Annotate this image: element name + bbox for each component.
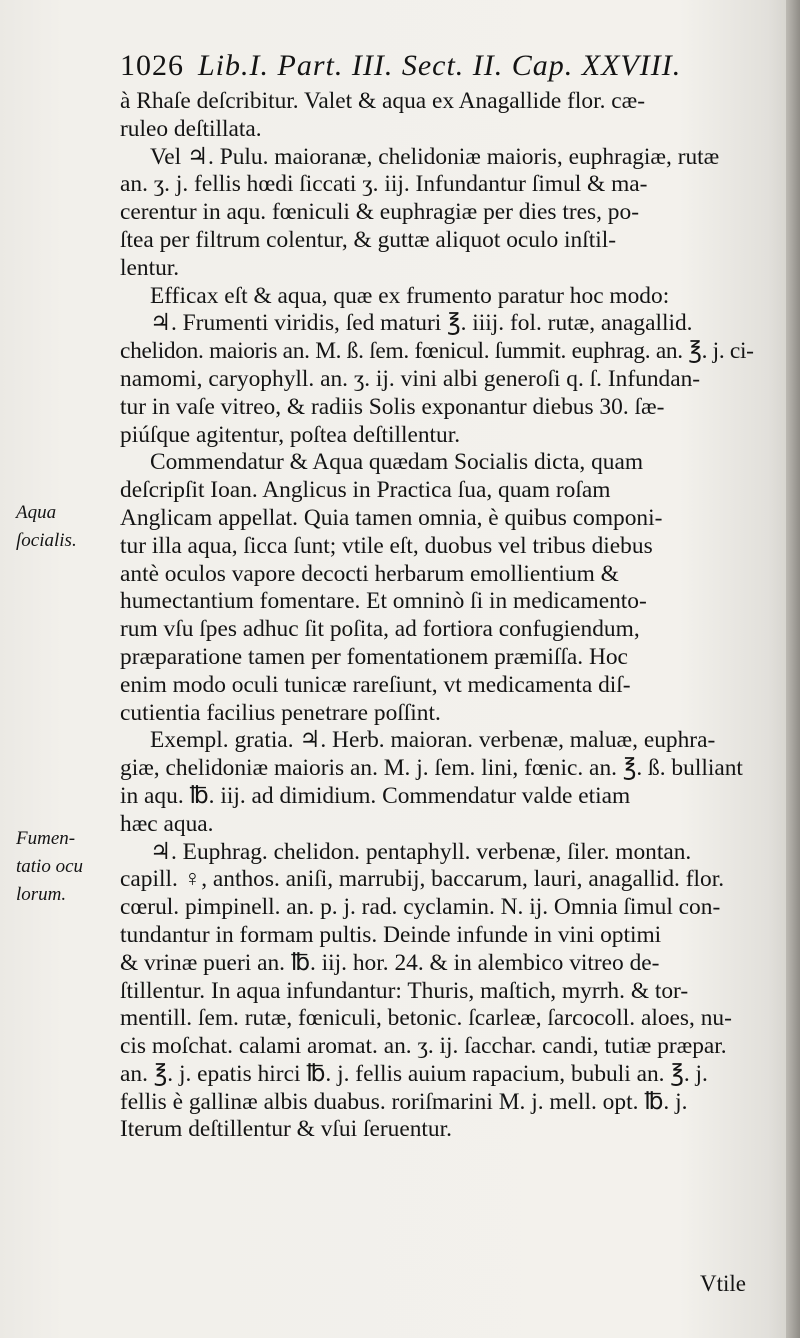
text-line: deſcripſit Ioan. Anglicus in Practica ſua, quam roſam: [120, 477, 611, 504]
text-line: an. ʒ. j. fellis hœdi ſiccati ʒ. iij. Infundantur ſimul & ma-: [120, 171, 648, 198]
running-title: Lib.I. Part. III. Sect. II. Cap. XXVIII.: [198, 49, 682, 82]
text-line: capill. ♀, anthos. aniſi, marrubij, baccarum, lauri, anagallid. flor.: [120, 866, 725, 893]
text-line: hæc aqua.: [120, 810, 214, 837]
margin-note-line: tatio ocu: [16, 855, 84, 877]
text-line: tur in vaſe vitreo, & radiis Solis exponantur diebus 30. ſæ-: [120, 393, 665, 420]
margin-note-aqua-socialis: [16, 499, 116, 555]
text-line: ſtea per filtrum colentur, & guttæ aliquot oculo inſtil-: [120, 226, 617, 253]
margin-note-line: Aqua: [16, 502, 57, 523]
text-line: Commendatur & Aqua quædam Socialis dicta, quam: [150, 449, 644, 476]
text-line: ruleo deſtillata.: [120, 115, 262, 142]
text-line: cœrul. pimpinell. an. p. j. rad. cyclamin. N. ij. Omnia ſimul con-: [120, 894, 721, 921]
margin-note-line: Fumen-: [16, 828, 76, 849]
text-line: rum vſu ſpes adhuc ſit poſita, ad fortiora confugiendum,: [120, 616, 640, 643]
text-line: namomi, caryophyll. an. ʒ. ij. vini albi generoſi q. ſ. Infundan-: [120, 365, 701, 392]
text-line: præparatione tamen per fomentationem præmiſſa. Hoc: [120, 643, 628, 670]
page-number: 1026: [120, 49, 184, 82]
text-line: an. ℥. j. epatis hirci ℔. j. fellis auium rapacium, bubuli an. ℥. j.: [120, 1060, 708, 1087]
main-text-block: [120, 88, 760, 1144]
running-header: [120, 48, 760, 84]
text-line: lentur.: [120, 254, 180, 281]
text-line: Exempl. gratia. ♃. Herb. maioran. verbenæ, maluæ, euphra-: [150, 727, 716, 754]
text-line: Iterum deſtillentur & vſui ſeruentur.: [120, 1116, 452, 1143]
text-line: ♃. Euphrag. chelidon. pentaphyll. verbenæ, ſiler. montan.: [150, 838, 692, 865]
text-line: tundantur in formam pultis. Deinde infunde in vini optimi: [120, 921, 662, 948]
text-line: antè oculos vapore decocti herbarum emollientium &: [120, 560, 619, 587]
text-line: tur illa aqua, ſicca ſunt; vtile eſt, duobus vel tribus diebus: [120, 532, 653, 559]
text-line: fellis è gallinæ albis duabus. roriſmarini M. j. mell. opt. ℔. j.: [120, 1088, 688, 1115]
page-edge-shadow: [786, 0, 800, 1338]
margin-note-line: lorum.: [16, 883, 67, 905]
text-line: chelidon. maioris an. M. ß. ſem. fœnicul. ſummit. euphrag. an. ℥. j. ci-: [120, 338, 754, 365]
text-line: piúſque agitentur, poſtea deſtillentur.: [120, 421, 461, 448]
margin-note-line: ſocialis.: [16, 529, 77, 551]
text-line: cutientia facilius penetrare poſſint.: [120, 699, 441, 726]
text-line: cerentur in aqu. fœniculi & euphragiæ per dies tres, po-: [120, 199, 639, 226]
text-line: ♃. Frumenti viridis, ſed maturi ℥. iiij. fol. rutæ, anagallid.: [150, 310, 693, 337]
text-line: & vrinæ pueri an. ℔. iij. hor. 24. & in alembico vitreo de-: [120, 949, 660, 976]
text-line: in aqu. ℔. iij. ad dimidium. Commendatur valde etiam: [120, 782, 631, 809]
text-line: giæ, chelidoniæ maioris an. M. j. ſem. lini, fœnic. an. ℥. ß. bulliant: [120, 755, 743, 782]
catchword: Vtile: [700, 1271, 746, 1296]
text-line: humectantium fomentare. Et omninò ſi in medicamento-: [120, 588, 647, 615]
margin-note-fumentatio: [16, 825, 116, 908]
text-line: Efficax eſt & aqua, quæ ex frumento paratur hoc modo:: [150, 282, 670, 309]
text-line: mentill. ſem. rutæ, fœniculi, betonic. ſcarleæ, ſarcocoll. aloes, nu-: [120, 1005, 732, 1032]
text-line: enim modo oculi tunicæ rareſiunt, vt medicamenta diſ-: [120, 671, 631, 698]
text-line: Vel ♃. Pulu. maioranæ, chelidoniæ maioris, euphragiæ, rutæ: [150, 143, 720, 170]
text-line: ſtillentur. In aqua infundantur: Thuris, maſtich, myrrh. & tor-: [120, 977, 689, 1004]
text-line: cis moſchat. calami aromat. an. ʒ. ij. ſacchar. candi, tutiæ præpar.: [120, 1033, 727, 1060]
text-line: à Rhaſe deſcribitur. Valet & aqua ex Anagallide flor. cæ-: [120, 88, 646, 114]
text-line: Anglicam appellat. Quia tamen omnia, è quibus componi-: [120, 504, 663, 531]
